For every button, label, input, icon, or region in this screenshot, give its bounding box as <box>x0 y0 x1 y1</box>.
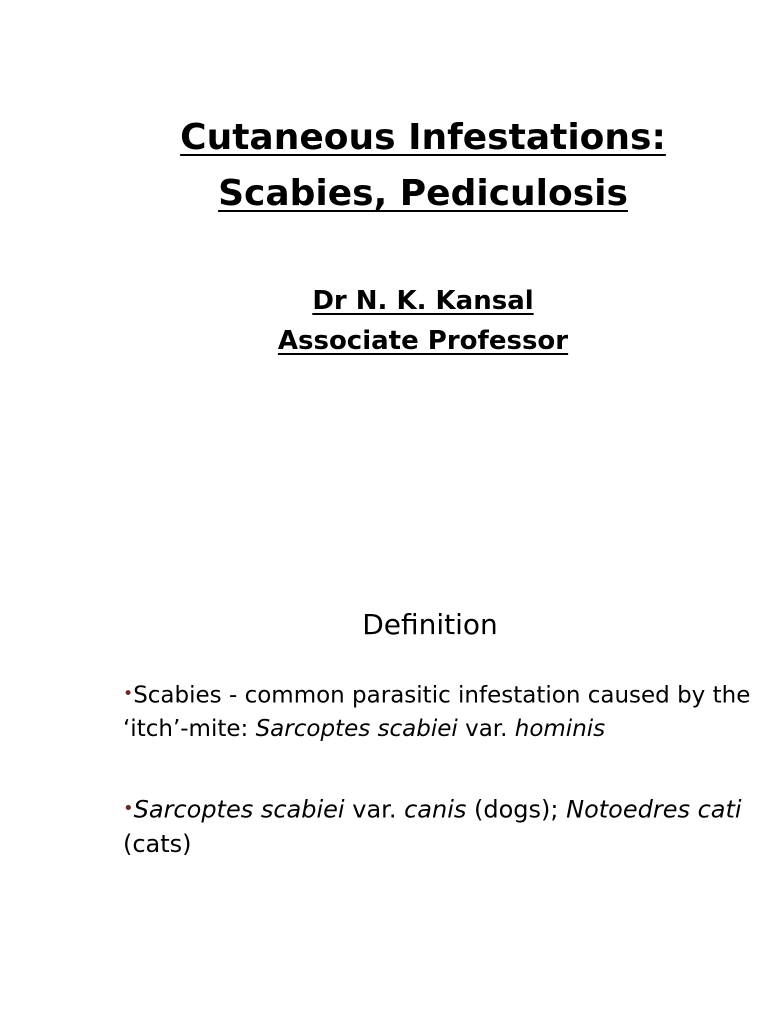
author-position: Associate Professor <box>277 326 569 356</box>
bullet-item-animal-mites <box>123 792 763 861</box>
bullet-1-lead: Scabies - common parasitic infestation caused by the <box>133 682 751 709</box>
bullet-1-species: Sarcoptes scabiei <box>255 716 458 743</box>
bullet-1-variety: hominis <box>514 716 606 743</box>
bullet-2-var: var. <box>344 795 405 824</box>
bullet-2-species-2: Notoedres cati <box>566 795 742 824</box>
bullet-1-cont: ‘itch’-mite: <box>123 716 256 743</box>
section-heading: Definition <box>362 608 498 641</box>
author-block <box>0 281 768 361</box>
slide-title <box>0 110 768 222</box>
bullet-dot-icon: • <box>123 684 134 704</box>
bullet-2-variety: canis <box>404 795 467 824</box>
title-line-1: Cutaneous Infestations: <box>180 117 666 158</box>
bullet-2-host-2: (cats) <box>123 829 192 858</box>
bullet-2-species-1: Sarcoptes scabiei <box>133 795 345 824</box>
bullet-1-var: var. <box>457 716 515 743</box>
bullet-item-scabies <box>123 677 763 746</box>
bullet-2-host-1: (dogs); <box>466 795 567 824</box>
author-name: Dr N. K. Kansal <box>312 286 534 316</box>
bullet-dot-icon: • <box>123 798 134 819</box>
title-line-2: Scabies, Pediculosis <box>218 173 628 214</box>
